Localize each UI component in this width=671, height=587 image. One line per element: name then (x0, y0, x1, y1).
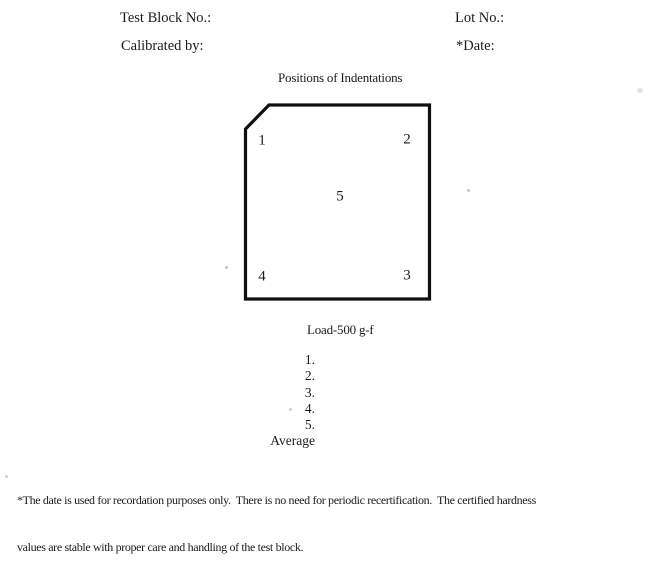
footnote (17, 462, 536, 587)
reading-row-5: 5. (304, 417, 315, 433)
indentation-position-1: 1 (258, 132, 266, 149)
lot-no-label: Lot No.: (455, 10, 505, 26)
diagram-title: Positions of Indentations (278, 70, 403, 85)
reading-row-4: 4. (304, 400, 315, 416)
scan-speck (467, 189, 470, 192)
indentation-position-5: 5 (336, 188, 344, 205)
average-label: Average (270, 433, 315, 449)
scan-speck (637, 88, 643, 93)
scan-speck (5, 475, 8, 478)
date-label: *Date: (456, 38, 495, 54)
test-block-no-label: Test Block No.: (120, 10, 212, 26)
indentation-position-3: 3 (403, 267, 411, 284)
readings-list (160, 352, 315, 450)
footnote-line-1: *The date is used for recordation purposes only. There is no need for periodic recertification. The certified hardness (17, 493, 536, 508)
indentation-position-4: 4 (258, 268, 266, 285)
scan-speck (289, 408, 292, 411)
footnote-line-2: values are stable with proper care and handling of the test block. (17, 539, 304, 554)
scan-speck (225, 266, 228, 269)
indentation-position-2: 2 (403, 131, 411, 148)
reading-row-3: 3. (304, 384, 315, 400)
calibrated-by-label: Calibrated by: (121, 38, 204, 54)
reading-row-2: 2. (304, 368, 315, 384)
load-label: Load-500 g-f (307, 322, 374, 337)
reading-row-1: 1. (304, 352, 315, 367)
